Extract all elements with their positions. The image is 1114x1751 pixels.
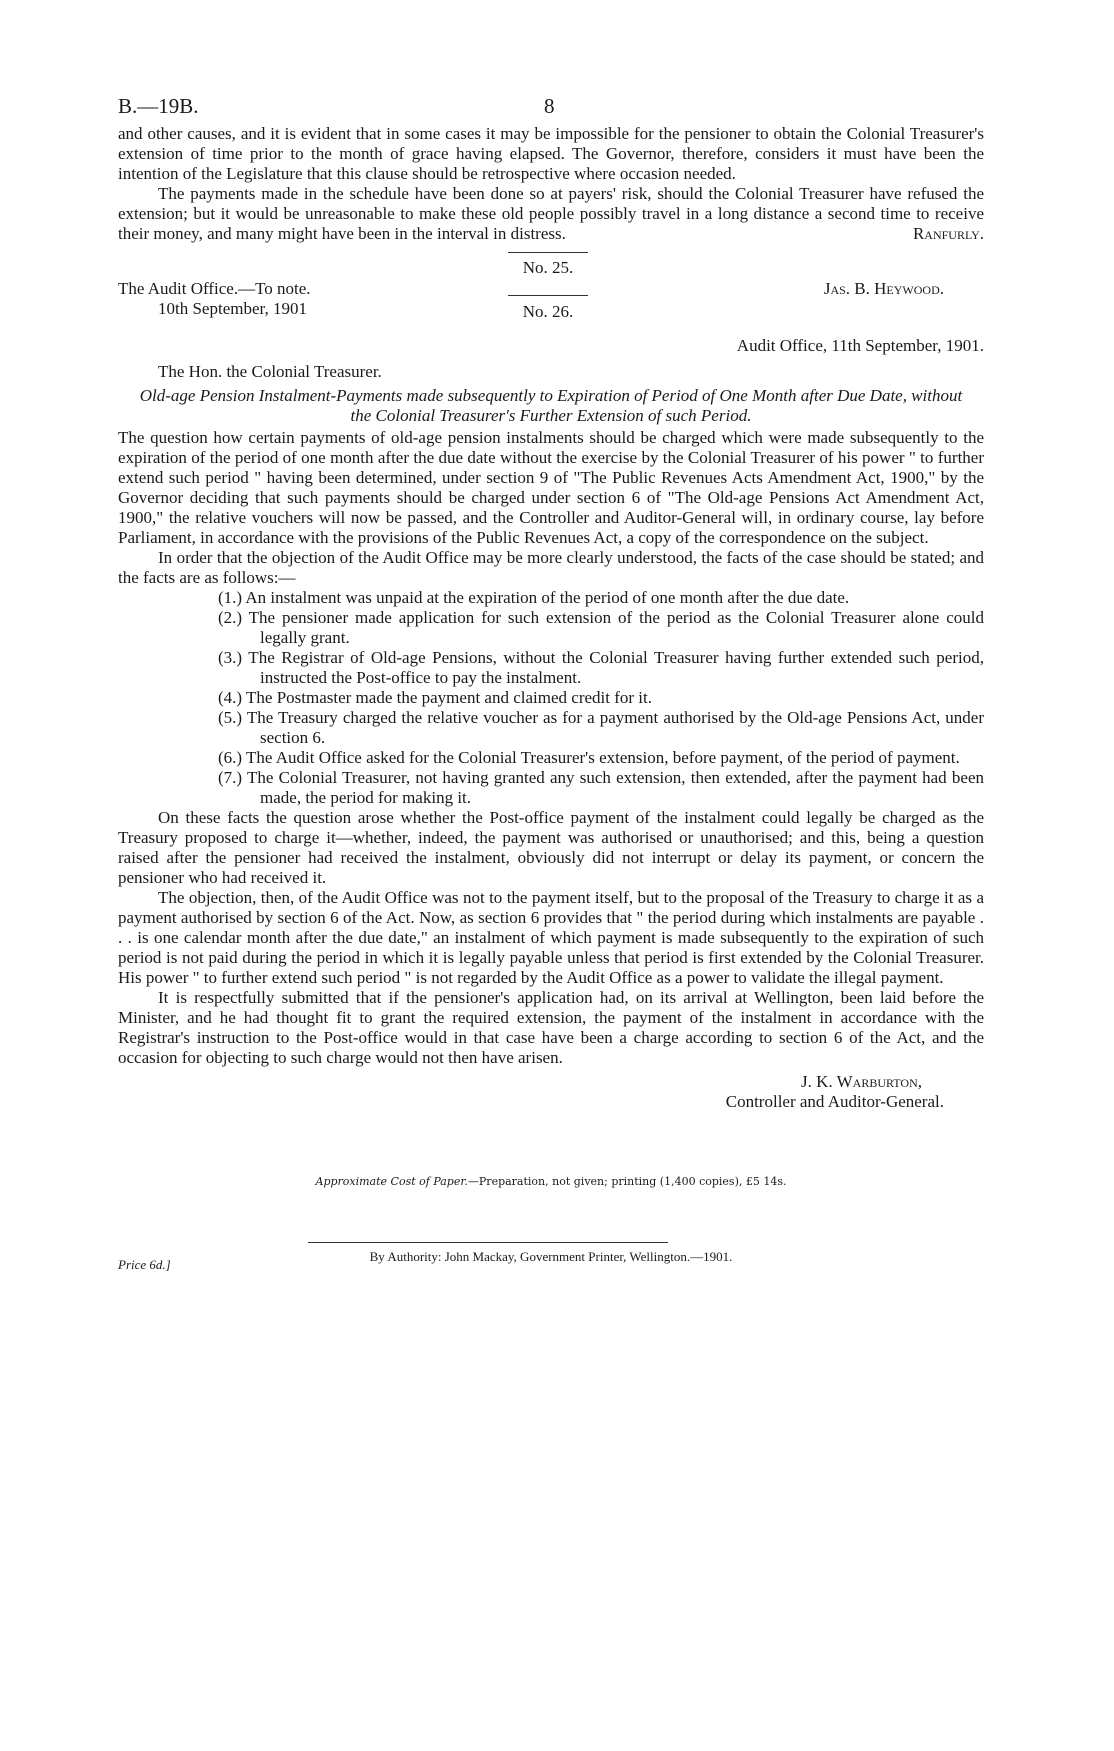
cost-text: —Preparation, not given; printing (1,400 copies), £5 14s.	[467, 1175, 787, 1188]
cost-label: Approximate Cost of Paper.	[315, 1175, 468, 1188]
divider	[508, 252, 588, 253]
list-item: (2.) The pensioner made application for such extension of the period as the Colonial Treasurer alone could legally grant.	[218, 608, 984, 647]
letter-header-block	[118, 250, 984, 342]
footer-divider	[308, 1242, 668, 1243]
list-item: (3.) The Registrar of Old-age Pensions, without the Colonial Treasurer having further extended such period, instructed the Post-office to pay the instalment.	[218, 648, 984, 687]
page-number: 8	[544, 94, 555, 118]
paragraph-2: The payments made in the schedule have been done so at payers' risk, should the Colonial Treasurer have refused the extension; but it would be unreasonable to make these old people possibly travel in a long distance a second time to receive their money, and many might have been in the interval in distress.	[118, 184, 984, 243]
divider	[508, 295, 588, 296]
list-item: (7.) The Colonial Treasurer, not having granted any such extension, then extended, after the payment had been made, the period for making it.	[218, 768, 984, 807]
document-reference: B.—19B.	[118, 94, 199, 118]
printer-imprint: By Authority: John Mackay, Government Printer, Wellington.—1901.	[369, 1249, 733, 1264]
body-paragraph-5: It is respectfully submitted that if the pensioner's application had, on its arrival at Wellington, been laid before the Minister, and he had thought fit to grant the required extension, the payment of the instalment in accordance with the Registrar's instruction to the Post-office would in that case have been a charge according to section 6 of the Act, and the occasion for objecting to such charge would not then have arisen.	[118, 988, 984, 1067]
note-date: 10th September, 1901	[158, 299, 307, 318]
paragraph-1: and other causes, and it is evident that in some cases it may be impossible for the pensioner to obtain the Colonial Treasurer's extension of time prior to the month of grace having elapsed. The Governor, therefore, considers it must have been the intention of the Legislature that this clause should be retrospective where occasion needed.	[118, 124, 984, 183]
document-page	[118, 94, 984, 1272]
list-item: (1.) An instalment was unpaid at the expiration of the period of one month after the due date.	[218, 588, 850, 607]
audit-office-note: The Audit Office.—To note.	[118, 279, 311, 298]
list-item: (6.) The Audit Office asked for the Colonial Treasurer's extension, before payment, of the period of payment.	[218, 748, 960, 767]
facts-list	[118, 588, 984, 808]
price: Price 6d.]	[118, 1257, 171, 1272]
letter-number-25: No. 25.	[522, 258, 574, 277]
body-paragraph-3: On these facts the question arose whether the Post-office payment of the instalment could legally be charged as the Treasury proposed to charge it—whether, indeed, the payment was authorised or unauthorised; and this, being a question raised after the pensioner had received the instalment, obviously did not interrupt or delay its payment, or concern the pensioner who had received it.	[118, 808, 984, 887]
memo-title: Old-age Pension Instalment-Payments made subsequently to Expiration of Period of One Month after Due Date, without the Colonial Treasurer's Further Extension of such Period.	[139, 386, 963, 425]
audit-office-date: Audit Office, 11th September, 1901.	[736, 336, 984, 355]
list-item: (5.) The Treasury charged the relative voucher as for a payment authorised by the Old-age Pensions Act, under section 6.	[218, 708, 984, 747]
signature-warburton: J. K. Warburton,	[801, 1072, 922, 1091]
body-paragraph-4: The objection, then, of the Audit Office was not to the payment itself, but to the proposal of the Treasury to charge it as a payment authorised by section 6 of the Act. Now, as section 6 provides that " the period during which instalments are payable . . . is one calendar month after the due date," an instalment of which payment is made subsequently to the expiration of such period is not paid during the period in which it is legally payable unless that period is first extended by the Colonial Treasurer. His power " to further extend such period " is not regarded by the Audit Office as a power to validate the illegal payment.	[118, 888, 984, 987]
body-paragraph-1: The question how certain payments of old-age pension instalments should be charged which were made subsequently to the expiration of the period of one month after the due date without the exercise by the Colonial Treasurer of his power " to further extend such period " having been determined, under section 9 of "The Public Revenues Acts Amendment Act, 1900," by the Governor deciding that such payments should be charged under section 6 of "The Old-age Pensions Act Amendment Act, 1900," the relative vouchers will now be passed, and the Controller and Auditor-General will, in ordinary course, lay before Parliament, in accordance with the provisions of the Public Revenues Act, a copy of the correspondence on the subject.	[118, 428, 984, 547]
signature-ranfurly: Ranfurly.	[912, 224, 984, 243]
letter-number-26: No. 26.	[522, 302, 574, 321]
body-paragraph-2: In order that the objection of the Audit Office may be more clearly understood, the facts of the case should be stated; and the facts are as follows:—	[118, 548, 984, 587]
signature-heywood: Jas. B. Heywood.	[823, 279, 944, 298]
list-item: (4.) The Postmaster made the payment and claimed credit for it.	[218, 688, 652, 707]
addressee: The Hon. the Colonial Treasurer.	[158, 362, 382, 381]
cost-of-paper	[118, 1172, 984, 1192]
signature-title: Controller and Auditor-General.	[725, 1092, 944, 1111]
page-header	[118, 96, 984, 124]
